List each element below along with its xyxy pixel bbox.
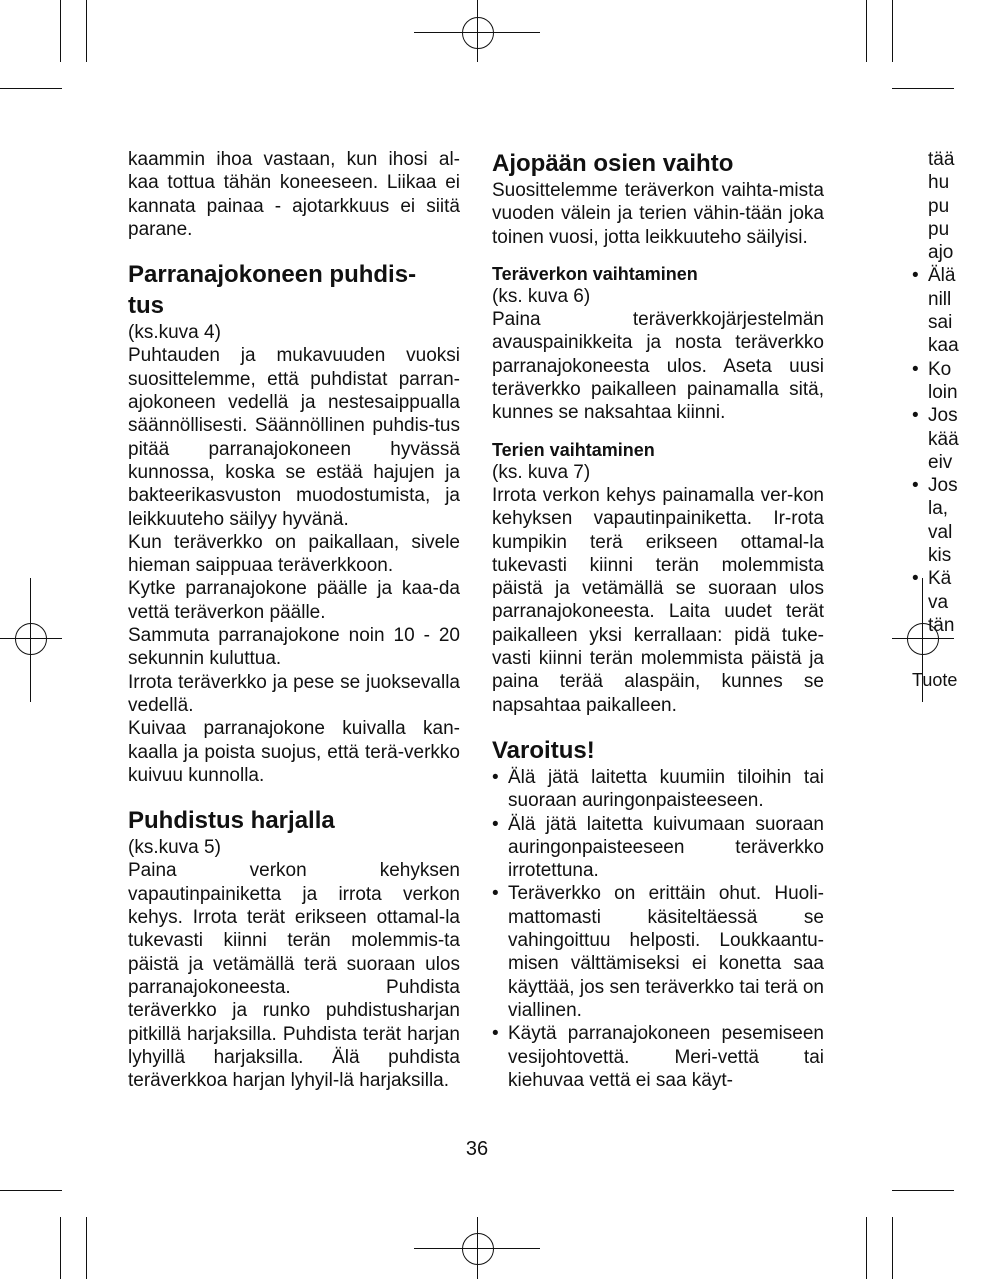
left-column bbox=[128, 148, 460, 1092]
foil-paragraph: Paina teräverkkojärjestelmän avauspainikkeita ja nosta teräverkko parranajokoneesta ulos. Aseta uusi teräverkko paikalleen painamalla sitä, kunnes se naksahtaa kiinni. bbox=[492, 309, 824, 424]
bullet-icon: • bbox=[912, 405, 919, 427]
right-column-fragment bbox=[912, 148, 988, 637]
crop-mark bbox=[60, 0, 61, 62]
bullet-icon: • bbox=[912, 265, 919, 287]
cleaning-paragraph: Kuivaa parranajokone kuivalla kan-kaalla ja poista suojus, että terä-verkko kuivuu kunnolla. bbox=[128, 718, 460, 786]
replace-paragraph: Suosittelemme teräverkon vaihta-mista vuoden välein ja terien vähin-tään joka toinen vuosi, jotta leikkuuteho säilyisi. bbox=[492, 180, 824, 248]
crop-mark bbox=[892, 1190, 954, 1191]
bullet-icon: • bbox=[912, 358, 919, 380]
warning-list bbox=[492, 766, 824, 1092]
cleaning-paragraph: Irrota teräverkko ja pese se juoksevalla vedellä. bbox=[128, 671, 460, 716]
footer-fragment: Tuote bbox=[912, 670, 958, 690]
fragment-bullet: • Jos kää eiv bbox=[912, 405, 959, 473]
fragment-line: pu bbox=[928, 195, 950, 217]
fragment-line: ajo bbox=[928, 242, 954, 264]
crop-mark bbox=[892, 88, 954, 89]
crop-mark bbox=[866, 1217, 867, 1279]
bullet-icon: • bbox=[492, 883, 499, 905]
crop-mark bbox=[892, 0, 893, 62]
replace-heading: Ajopään osien vaihto bbox=[492, 150, 734, 177]
intro-paragraph: kaammin ihoa vastaan, kun ihosi al-kaa tottua tähän koneeseen. Liikaa ei kannata painaa - ajotarkkuus ei siitä parane. bbox=[128, 149, 460, 240]
cleaning-figure-ref: (ks.kuva 4) bbox=[128, 322, 221, 344]
crop-mark bbox=[892, 1217, 893, 1279]
crop-mark bbox=[0, 88, 62, 89]
warning-item: • Teräverkko on erittäin ohut. Huoli-mattomasti käsiteltäessä se vahingoittuu helposti. Loukkaantu-misen välttämiseksi ei konetta saa käyttää, jos sen teräverkko tai terä on viallinen. bbox=[492, 883, 824, 1021]
crop-mark bbox=[866, 0, 867, 62]
fragment-bullet: • Älä nill sai kaa bbox=[912, 265, 959, 357]
bullet-icon: • bbox=[912, 475, 919, 497]
warning-item: • Älä jätä laitetta kuumiin tiloihin tai suoraan auringonpaisteeseen. bbox=[492, 766, 824, 812]
fragment-bullet: • Jos la, val kis bbox=[912, 475, 958, 567]
brush-heading: Puhdistus harjalla bbox=[128, 807, 335, 835]
blades-figure-ref: (ks. kuva 7) bbox=[492, 461, 591, 483]
fragment-line: pu bbox=[928, 218, 950, 240]
warning-item: • Älä jätä laitetta kuivumaan suoraan auringonpaisteeseen teräverkko irrotettuna. bbox=[492, 813, 824, 882]
cleaning-paragraph: Puhtauden ja mukavuuden vuoksi suosittelemme, että puhdistat parran-ajokoneen vedellä ja nestesaippualla säännöllisesti. Säännöllinen puhdis-tus pitää parranajokoneen hyvässä kunnossa, koska se estää hajujen ja bakteerikasvuston muodostumista, ja leikkuuteho säilyy hyvänä. bbox=[128, 345, 460, 530]
warning-item: • Käytä parranajokoneen pesemiseen vesijohtovettä. Meri-vettä tai kiehuvaa vettä ei saa käyt- bbox=[492, 1023, 824, 1091]
bullet-icon: • bbox=[492, 813, 499, 835]
crop-mark bbox=[86, 1217, 87, 1279]
middle-column bbox=[492, 148, 824, 1092]
brush-paragraph: Paina verkon kehyksen vapautinpainiketta ja irrota verkon kehys. Irrota terät erikseen ottamal-la tukevasti kiinni terän molemmis-ta päistä ja vetämällä terä suoraan ulos parranajokoneesta. Puhdista teräverkko ja runko puhdistusharjan pitkillä harjaksilla. Puhdista terät harjan lyhyillä harjaksilla. Älä puhdista teräverkkoa harjan lyhyil-lä harjaksilla. bbox=[128, 860, 460, 1092]
fragment-bullet: • Kä va tän bbox=[912, 568, 955, 636]
page-number: 36 bbox=[465, 1138, 489, 1160]
bullet-icon: • bbox=[492, 766, 499, 788]
fragment-line: tää bbox=[928, 149, 955, 170]
blades-paragraph: Irrota verkon kehys painamalla ver-kon kehyksen vapautinpainiketta. Ir-rota kumpikin terä erikseen ottamal-la tukevasti kiinni terän molemmista päistä ja vetämällä se suoraan ulos parranajokoneesta. Laita uudet terät paikalleen yksi kerrallaan: pidä tuke-vasti kiinni terän molemmista päistä ja paina terää alaspäin, kunnes se napsahtaa paikalleen. bbox=[492, 484, 824, 716]
fragment-line: hu bbox=[928, 172, 950, 194]
cleaning-heading: Parranajokoneen puhdis-tus bbox=[128, 261, 417, 320]
crop-mark bbox=[0, 1190, 62, 1191]
foil-figure-ref: (ks. kuva 6) bbox=[492, 285, 591, 307]
bullet-icon: • bbox=[492, 1023, 499, 1045]
cleaning-paragraph: Kytke parranajokone päälle ja kaa-da vettä teräverkon päälle. bbox=[128, 578, 460, 623]
foil-heading: Teräverkon vaihtaminen bbox=[492, 263, 698, 284]
cleaning-paragraph: Sammuta parranajokone noin 10 - 20 sekunnin kuluttua. bbox=[128, 625, 460, 670]
cleaning-paragraph: Kun teräverkko on paikallaan, sivele hieman saippuaa teräverkkoon. bbox=[128, 531, 460, 577]
blades-heading: Terien vaihtaminen bbox=[492, 439, 655, 460]
warning-heading: Varoitus! bbox=[492, 736, 595, 764]
brush-figure-ref: (ks.kuva 5) bbox=[128, 837, 221, 859]
fragment-bullet: • Ko loin bbox=[912, 358, 958, 403]
crop-mark bbox=[60, 1217, 61, 1279]
bullet-icon: • bbox=[912, 568, 919, 590]
crop-mark bbox=[86, 0, 87, 62]
